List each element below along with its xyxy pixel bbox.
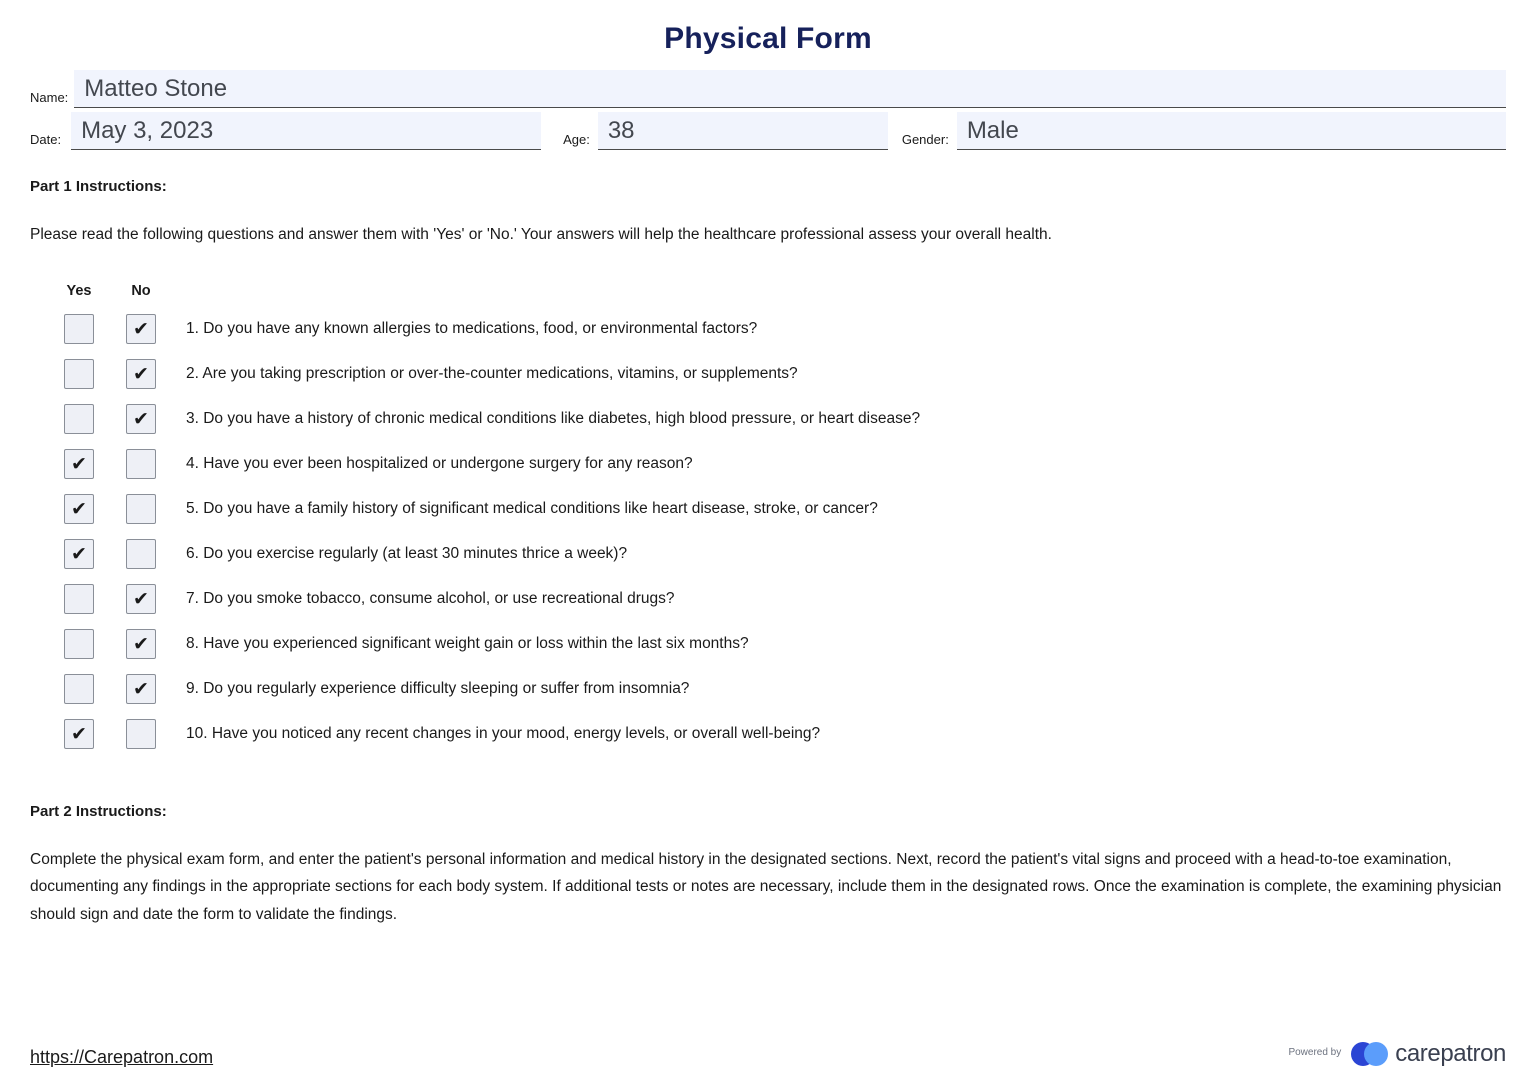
name-label: Name:: [30, 90, 69, 105]
part2-instructions: Complete the physical exam form, and enter the patient's personal information and medical history in the designated sections. Next, record the patient's vital signs and proceed with a head-to-toe examination, documenting any findings in the appropriate sections for each body system. If additional tests or notes are necessary, include them in the designated rows. Once the examination is complete, the examining physician should sign and date the form to validate the findings.: [30, 850, 1502, 923]
yes-checkbox-cell[interactable]: [48, 494, 110, 524]
name-input[interactable]: [74, 70, 1506, 108]
yes-checkbox-cell[interactable]: [48, 539, 110, 569]
gender-input[interactable]: [957, 112, 1506, 150]
no-checkbox[interactable]: ✔: [126, 359, 156, 389]
question-row: [30, 442, 1506, 487]
yes-checkbox[interactable]: [64, 629, 94, 659]
no-checkbox[interactable]: ✔: [126, 629, 156, 659]
no-checkbox-cell[interactable]: [110, 584, 172, 614]
question-row: [30, 622, 1506, 667]
carepatron-link[interactable]: https://Carepatron.com: [30, 1047, 214, 1067]
part1-instructions: Please read the following questions and answer them with 'Yes' or 'No.' Your answers will help the healthcare professional assess your overall health.: [30, 226, 1052, 243]
yes-checkbox[interactable]: [64, 404, 94, 434]
yes-checkbox[interactable]: [64, 584, 94, 614]
yes-checkbox-cell[interactable]: [48, 584, 110, 614]
brand-lockup: [1288, 1040, 1506, 1068]
question-text: 7. Do you smoke tobacco, consume alcohol, or use recreational drugs?: [186, 590, 675, 608]
date-label: Date:: [30, 132, 62, 147]
yes-checkbox-cell[interactable]: [48, 719, 110, 749]
no-checkbox[interactable]: ✔: [126, 584, 156, 614]
question-row: [30, 667, 1506, 712]
question-row: [30, 352, 1506, 397]
question-row: [30, 397, 1506, 442]
yes-checkbox[interactable]: ✔: [64, 719, 94, 749]
yes-checkbox-cell[interactable]: [48, 629, 110, 659]
no-checkbox[interactable]: [126, 539, 156, 569]
no-column-header: No: [131, 282, 151, 299]
question-text: 5. Do you have a family history of significant medical conditions like heart disease, stroke, or cancer?: [186, 500, 878, 518]
question-row: [30, 712, 1506, 757]
carepatron-logo-icon: [1351, 1040, 1389, 1068]
no-checkbox-cell[interactable]: [110, 359, 172, 389]
no-checkbox-cell[interactable]: [110, 404, 172, 434]
yes-checkbox[interactable]: ✔: [64, 449, 94, 479]
yes-checkbox-cell[interactable]: [48, 314, 110, 344]
question-text: 6. Do you exercise regularly (at least 30 minutes thrice a week)?: [186, 545, 628, 563]
age-label: Age:: [563, 132, 590, 147]
no-checkbox-cell[interactable]: [110, 449, 172, 479]
no-checkbox[interactable]: ✔: [126, 674, 156, 704]
no-checkbox[interactable]: [126, 494, 156, 524]
question-text: 1. Do you have any known allergies to medications, food, or environmental factors?: [186, 320, 758, 338]
yes-checkbox[interactable]: ✔: [64, 494, 94, 524]
gender-value: Male: [966, 116, 1019, 144]
question-row: [30, 487, 1506, 532]
question-text: 9. Do you regularly experience difficulty sleeping or suffer from insomnia?: [186, 680, 690, 698]
name-value: Matteo Stone: [84, 74, 228, 102]
no-checkbox[interactable]: [126, 449, 156, 479]
no-checkbox-cell[interactable]: [110, 494, 172, 524]
part1-heading: Part 1 Instructions:: [30, 178, 167, 195]
date-input[interactable]: [71, 112, 541, 150]
question-row: [30, 307, 1506, 352]
yes-column-header: Yes: [66, 282, 92, 299]
no-checkbox-cell[interactable]: [110, 314, 172, 344]
date-value: May 3, 2023: [81, 116, 214, 144]
name-row: [30, 70, 1506, 108]
yes-checkbox-cell[interactable]: [48, 449, 110, 479]
no-checkbox-cell[interactable]: [110, 629, 172, 659]
yes-checkbox-cell[interactable]: [48, 404, 110, 434]
page-title: Physical Form: [664, 22, 872, 55]
yes-checkbox[interactable]: [64, 314, 94, 344]
age-input[interactable]: [598, 112, 888, 150]
gender-label: Gender:: [901, 132, 949, 147]
question-row: [30, 577, 1506, 622]
footer: [30, 1040, 1506, 1068]
no-checkbox[interactable]: ✔: [126, 404, 156, 434]
no-checkbox-cell[interactable]: [110, 539, 172, 569]
no-checkbox-cell[interactable]: [110, 674, 172, 704]
no-checkbox[interactable]: ✔: [126, 314, 156, 344]
question-text: 2. Are you taking prescription or over-the-counter medications, vitamins, or supplements?: [186, 365, 798, 383]
questionnaire: [30, 283, 1506, 757]
question-text: 8. Have you experienced significant weight gain or loss within the last six months?: [186, 635, 749, 653]
yes-checkbox[interactable]: [64, 674, 94, 704]
yes-checkbox-cell[interactable]: [48, 359, 110, 389]
question-row: [30, 532, 1506, 577]
part2-heading: Part 2 Instructions:: [30, 802, 167, 820]
no-checkbox[interactable]: [126, 719, 156, 749]
question-text: 4. Have you ever been hospitalized or undergone surgery for any reason?: [186, 455, 693, 473]
brand-name: carepatron: [1395, 1040, 1506, 1067]
powered-by-label: Powered by: [1288, 1046, 1342, 1058]
form-page: [0, 22, 1536, 1088]
column-headers: [30, 283, 1506, 299]
age-value: 38: [607, 116, 635, 144]
date-age-gender-row: [30, 112, 1506, 150]
no-checkbox-cell[interactable]: [110, 719, 172, 749]
question-text: 10. Have you noticed any recent changes in your mood, energy levels, or overall well-being?: [186, 725, 821, 743]
yes-checkbox[interactable]: ✔: [64, 539, 94, 569]
question-text: 3. Do you have a history of chronic medical conditions like diabetes, high blood pressure, or heart disease?: [186, 410, 921, 428]
yes-checkbox-cell[interactable]: [48, 674, 110, 704]
yes-checkbox[interactable]: [64, 359, 94, 389]
